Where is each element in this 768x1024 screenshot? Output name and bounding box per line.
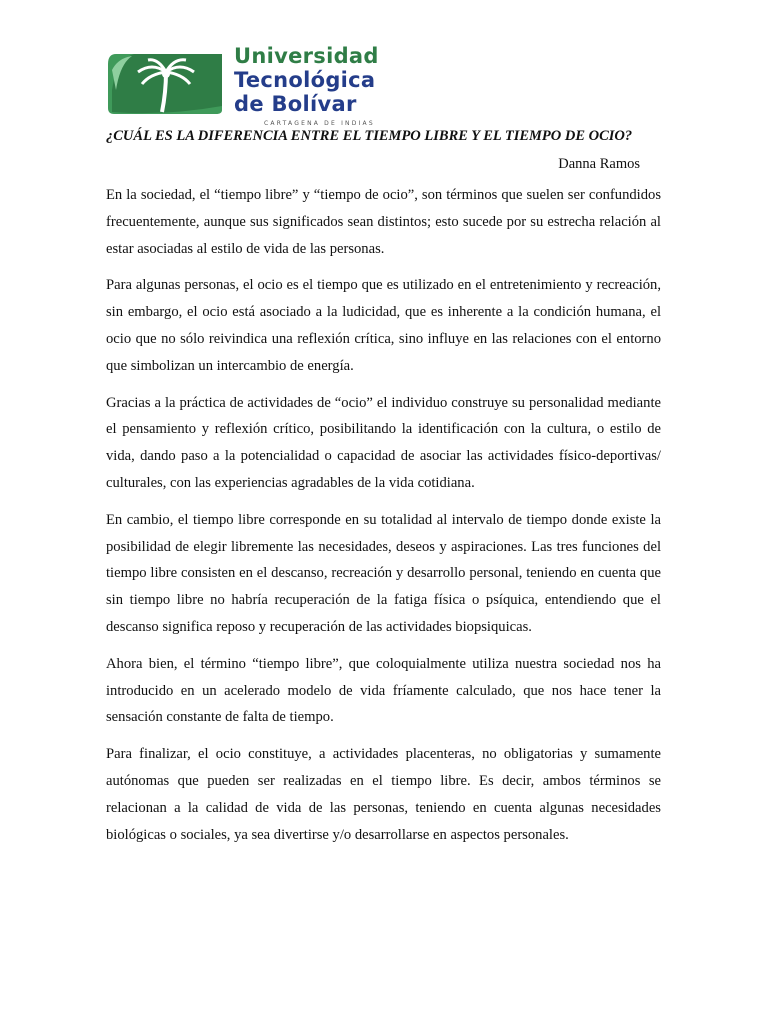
document-author: Danna Ramos [558, 156, 640, 172]
university-name-line-2: Tecnológica [234, 68, 376, 92]
palm-tree-icon [106, 50, 224, 116]
university-name-line-3: de Bolívar [234, 92, 357, 116]
university-tagline: CARTAGENA DE INDIAS [264, 120, 375, 127]
university-name-line-1: Universidad [234, 44, 379, 68]
paragraph-6: Para finalizar, el ocio constituye, a actividades placenteras, no obligatorias y sumamente autónomas que pueden ser realizadas en el tiempo libre. Es decir, ambos términos se relacionan a la calidad de vida de las personas, teniendo en cuenta algunas necesidades biológicas o sociales, ya sea divertirse y/o desarrollarse en aspectos personales. [106, 746, 661, 843]
paragraph-3: Gracias a la práctica de actividades de “ocio” el individuo construye su personalidad mediante el pensamiento y reflexión crítico, posibilitando la identificación con la cultura, o estilo de vida, dando paso a la potencialidad o capacidad de asociar las actividades físico-deportivas/ culturales, con las experiencias agradables de la vida cotidiana. [106, 394, 661, 491]
paragraph-2: Para algunas personas, el ocio es el tiempo que es utilizado en el entretenimiento y recreación, sin embargo, el ocio está asociado a la ludicidad, que es inherente a la condición humana, el ocio que no sólo reivindica una reflexión crítica, sino influye en las relaciones con el entorno que simbolizan un intercambio de energía. [106, 277, 661, 374]
paragraph-4: En cambio, el tiempo libre corresponde en su totalidad al intervalo de tiempo donde existe la posibilidad de elegir libremente las necesidades, deseos y aspiraciones. Las tres funciones del tiempo libre consisten en el descanso, recreación y desarrollo personal, teniendo en cuenta que sin tiempo libre no habría recuperación de la fatiga física o psíquica, entendiendo que el descanso significa reposo y recuperación de las actividades biopsiquicas. [106, 511, 661, 635]
paragraph-1: En la sociedad, el “tiempo libre” y “tiempo de ocio”, son términos que suelen ser confundidos frecuentemente, aunque sus significados sean distintos; esto sucede por su estrecha relación al estar asociadas al estilo de vida de las personas. [106, 187, 661, 257]
document-title: ¿CUÁL ES LA DIFERENCIA ENTRE EL TIEMPO LIBRE Y EL TIEMPO DE OCIO? [106, 128, 633, 144]
university-logo [106, 44, 426, 130]
document-body [106, 182, 661, 858]
university-name [234, 44, 379, 116]
paragraph-5: Ahora bien, el término “tiempo libre”, que coloquialmente utiliza nuestra sociedad nos ha introducido en un acelerado modelo de vida fríamente calculado, que nos hace tener la sensación constante de falta de tiempo. [106, 655, 661, 726]
